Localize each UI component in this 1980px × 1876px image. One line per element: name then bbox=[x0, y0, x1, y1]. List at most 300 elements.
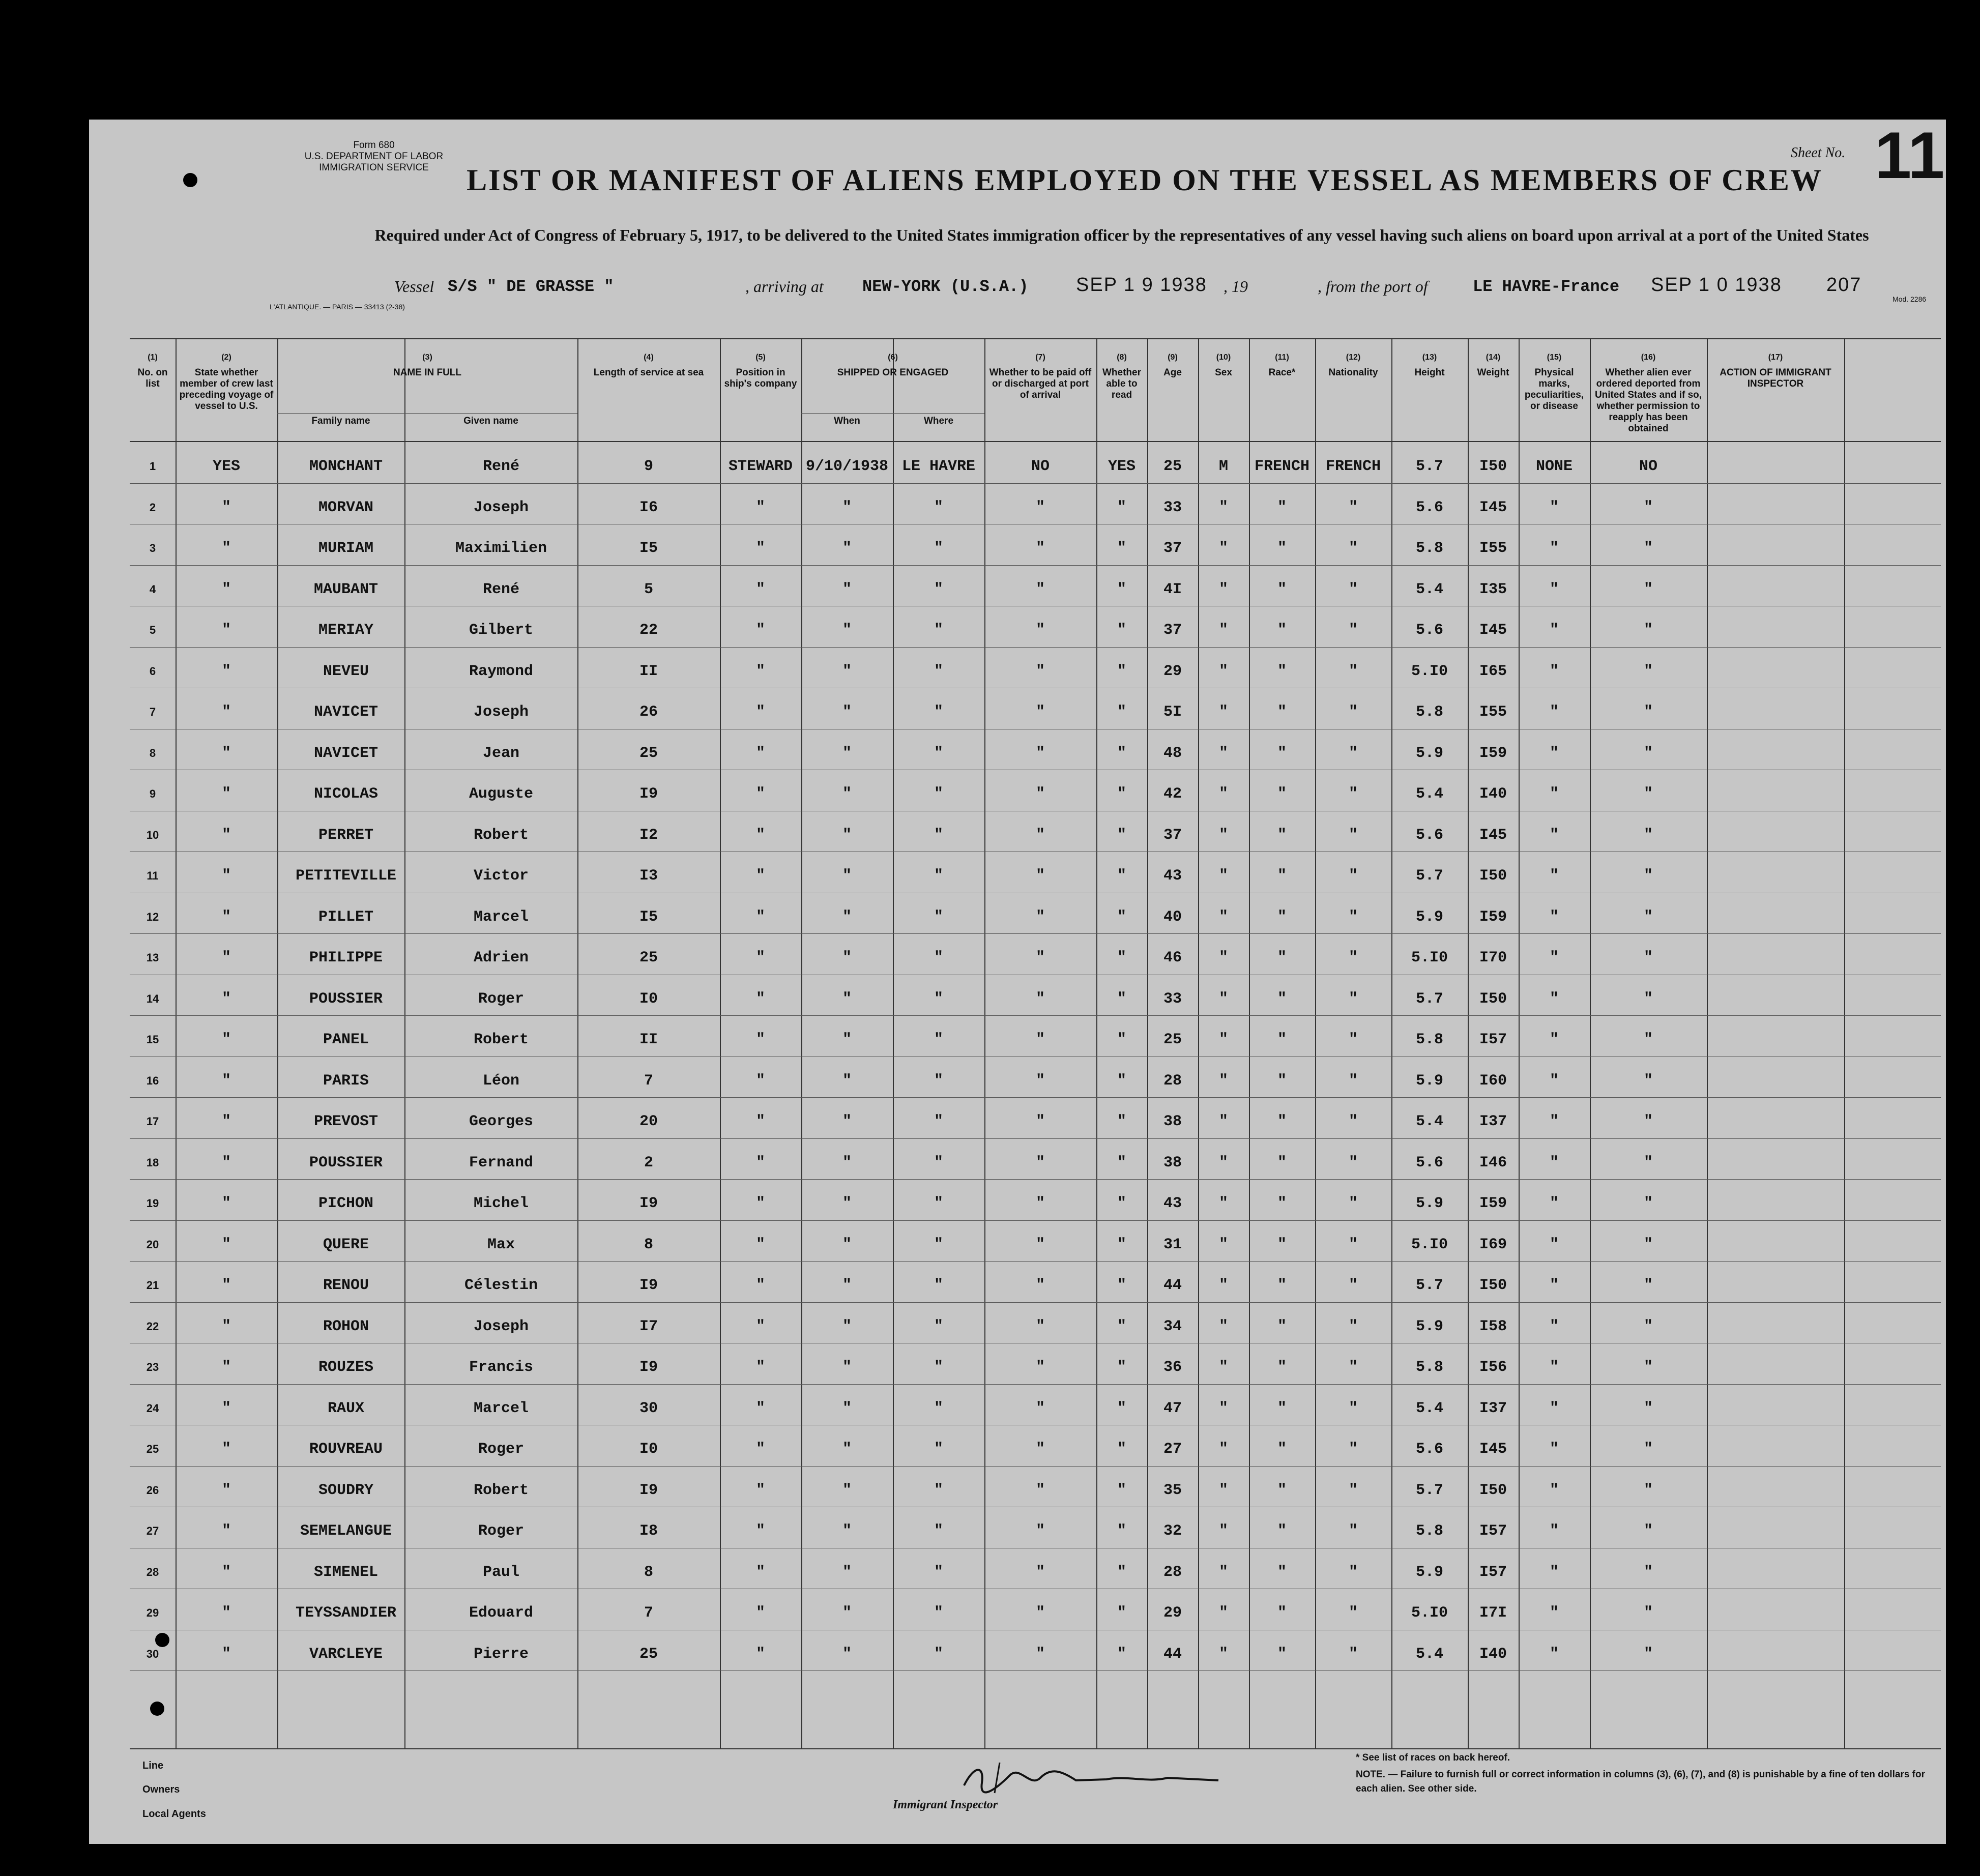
service-length: 20 bbox=[639, 1113, 658, 1130]
note-text: — Failure to furnish full or correct information in columns (3), (6), (7), and (8) is punishable by a fine of ten dollars for each alien. See other side. bbox=[1356, 1769, 1925, 1794]
given-name: Francis bbox=[469, 1359, 534, 1376]
family-name: MONCHANT bbox=[309, 458, 383, 475]
row-number: 10 bbox=[146, 828, 159, 841]
paid-off: " bbox=[1035, 1604, 1045, 1622]
deported: " bbox=[1643, 785, 1653, 803]
crew-last-voyage: " bbox=[221, 990, 231, 1008]
deported: " bbox=[1643, 1154, 1653, 1171]
physical-marks: " bbox=[1549, 1359, 1559, 1376]
service-length: I0 bbox=[639, 990, 658, 1008]
service-length: II bbox=[639, 1031, 658, 1048]
row-number: 5 bbox=[149, 624, 156, 636]
race: FRENCH bbox=[1254, 458, 1310, 475]
nationality: " bbox=[1348, 1195, 1358, 1212]
deported: NO bbox=[1639, 458, 1657, 475]
height: 5.4 bbox=[1415, 1113, 1443, 1130]
weight: I55 bbox=[1479, 540, 1507, 557]
physical-marks: " bbox=[1549, 540, 1559, 557]
crew-last-voyage: " bbox=[221, 580, 231, 598]
shipped-when: " bbox=[842, 867, 852, 885]
race: " bbox=[1277, 540, 1287, 557]
position: " bbox=[755, 744, 765, 762]
shipped-where: " bbox=[934, 908, 943, 926]
family-name: PERRET bbox=[318, 826, 374, 844]
age: 4I bbox=[1163, 580, 1182, 598]
paid-off: " bbox=[1035, 785, 1045, 803]
service-length: 5 bbox=[644, 580, 653, 598]
age: 46 bbox=[1163, 949, 1182, 966]
able-to-read: " bbox=[1117, 622, 1126, 639]
position: " bbox=[755, 785, 765, 803]
paid-off: " bbox=[1035, 1072, 1045, 1090]
family-name: PREVOST bbox=[313, 1113, 378, 1130]
deported: " bbox=[1643, 662, 1653, 680]
given-name: Michel bbox=[473, 1195, 529, 1212]
row-number: 30 bbox=[146, 1647, 159, 1660]
physical-marks: NONE bbox=[1535, 458, 1573, 475]
physical-marks: " bbox=[1549, 1031, 1559, 1048]
family-name: MERIAY bbox=[318, 622, 374, 639]
family-name: MURIAM bbox=[318, 540, 374, 557]
sex: M bbox=[1218, 458, 1228, 475]
given-name: René bbox=[482, 458, 519, 475]
nationality: " bbox=[1348, 1031, 1358, 1048]
service-length: 25 bbox=[639, 744, 658, 762]
arrival-date-stamp: SEP 1 9 1938 bbox=[1076, 274, 1207, 296]
age: 40 bbox=[1163, 908, 1182, 926]
shipped-when: " bbox=[842, 990, 852, 1008]
position: " bbox=[755, 703, 765, 721]
age: 34 bbox=[1163, 1317, 1182, 1335]
able-to-read: " bbox=[1117, 540, 1126, 557]
crew-last-voyage: " bbox=[221, 540, 231, 557]
shipped-when: " bbox=[842, 1113, 852, 1130]
physical-marks: " bbox=[1549, 1441, 1559, 1458]
given-name: René bbox=[482, 580, 519, 598]
service-length: I9 bbox=[639, 785, 658, 803]
able-to-read: " bbox=[1117, 499, 1126, 516]
shipped-where: " bbox=[934, 1359, 943, 1376]
shipped-when: " bbox=[842, 1645, 852, 1663]
height: 5.9 bbox=[1415, 908, 1443, 926]
able-to-read: " bbox=[1117, 867, 1126, 885]
header-c1 bbox=[130, 339, 176, 441]
weight: I45 bbox=[1479, 1441, 1507, 1458]
service-length: 8 bbox=[644, 1236, 653, 1253]
family-name: NAVICET bbox=[313, 703, 378, 721]
header-number: (3) bbox=[422, 353, 432, 362]
crew-last-voyage: " bbox=[221, 1522, 231, 1540]
family-name: POUSSIER bbox=[309, 1154, 383, 1171]
race: " bbox=[1277, 1236, 1287, 1253]
crew-last-voyage: " bbox=[221, 949, 231, 966]
crew-last-voyage: " bbox=[221, 744, 231, 762]
age: 32 bbox=[1163, 1522, 1182, 1540]
shipped-where: " bbox=[934, 1277, 943, 1294]
height: 5.4 bbox=[1415, 1645, 1443, 1663]
able-to-read: YES bbox=[1108, 458, 1135, 475]
sex: " bbox=[1218, 580, 1228, 598]
nationality: " bbox=[1348, 1113, 1358, 1130]
sex: " bbox=[1218, 1604, 1228, 1622]
sex: " bbox=[1218, 744, 1228, 762]
physical-marks: " bbox=[1549, 1072, 1559, 1090]
race: " bbox=[1277, 990, 1287, 1008]
height: 5.I0 bbox=[1411, 1236, 1448, 1253]
service-length: I9 bbox=[639, 1277, 658, 1294]
weight: I50 bbox=[1479, 1277, 1507, 1294]
height: 5.8 bbox=[1415, 540, 1443, 557]
height: 5.9 bbox=[1415, 1317, 1443, 1335]
punch-hole bbox=[183, 173, 197, 187]
service-length: II bbox=[639, 662, 658, 680]
shipped-when: " bbox=[842, 1481, 852, 1499]
shipped-when: " bbox=[842, 662, 852, 680]
paid-off: " bbox=[1035, 1154, 1045, 1171]
shipped-when: " bbox=[842, 744, 852, 762]
document-subtitle: Required under Act of Congress of February 5, 1917, to be delivered to the United States immigration officer by the representatives of any vessel having such aliens on board upon arrival at a port of the United States bbox=[374, 226, 1869, 244]
service-length: I7 bbox=[639, 1317, 658, 1335]
shipped-when: " bbox=[842, 703, 852, 721]
able-to-read: " bbox=[1117, 1236, 1126, 1253]
nationality: " bbox=[1348, 1522, 1358, 1540]
shipped-where: " bbox=[934, 1113, 943, 1130]
nationality: " bbox=[1348, 580, 1358, 598]
header-rule bbox=[130, 441, 1941, 442]
race: " bbox=[1277, 1031, 1287, 1048]
row-number: 29 bbox=[146, 1606, 159, 1619]
weight: I45 bbox=[1479, 622, 1507, 639]
header-family-name: Family name bbox=[311, 416, 370, 426]
row-number: 8 bbox=[149, 746, 156, 759]
given-name: Joseph bbox=[473, 703, 529, 721]
service-length: I5 bbox=[639, 908, 658, 926]
weight: I60 bbox=[1479, 1072, 1507, 1090]
age: 35 bbox=[1163, 1481, 1182, 1499]
sex: " bbox=[1218, 540, 1228, 557]
row-number: 20 bbox=[146, 1238, 159, 1251]
height: 5.6 bbox=[1415, 1154, 1443, 1171]
family-name: SOUDRY bbox=[318, 1481, 374, 1499]
shipped-when: " bbox=[842, 826, 852, 844]
physical-marks: " bbox=[1549, 744, 1559, 762]
sex: " bbox=[1218, 949, 1228, 966]
able-to-read: " bbox=[1117, 990, 1126, 1008]
shipped-where: " bbox=[934, 1604, 943, 1622]
arriving-port: NEW-YORK (U.S.A.) bbox=[862, 277, 1029, 296]
paid-off: " bbox=[1035, 744, 1045, 762]
service-length: I9 bbox=[639, 1195, 658, 1212]
departure-date-stamp: SEP 1 0 1938 bbox=[1651, 274, 1782, 296]
immigrant-inspector-label: Immigrant Inspector bbox=[893, 1798, 998, 1811]
crew-last-voyage: " bbox=[221, 1236, 231, 1253]
shipped-when: " bbox=[842, 1441, 852, 1458]
service-length: I3 bbox=[639, 867, 658, 885]
row-number: 11 bbox=[147, 869, 159, 882]
header-number: (5) bbox=[755, 353, 766, 362]
shipped-when: " bbox=[842, 540, 852, 557]
able-to-read: " bbox=[1117, 580, 1126, 598]
age: 48 bbox=[1163, 744, 1182, 762]
header-label: NAME IN FULL bbox=[393, 367, 462, 378]
nationality: " bbox=[1348, 1236, 1358, 1253]
shipped-where: " bbox=[934, 949, 943, 966]
deported: " bbox=[1643, 540, 1653, 557]
header-label: Whether able to read bbox=[1102, 367, 1141, 400]
deported: " bbox=[1643, 744, 1653, 762]
race: " bbox=[1277, 622, 1287, 639]
physical-marks: " bbox=[1549, 622, 1559, 639]
sex: " bbox=[1218, 1481, 1228, 1499]
race: " bbox=[1277, 949, 1287, 966]
physical-marks: " bbox=[1549, 1399, 1559, 1417]
physical-marks: " bbox=[1549, 1113, 1559, 1130]
deported: " bbox=[1643, 1236, 1653, 1253]
column-rule bbox=[404, 339, 405, 1748]
height: 5.I0 bbox=[1411, 1604, 1448, 1622]
age: 42 bbox=[1163, 785, 1182, 803]
given-name: Max bbox=[487, 1236, 515, 1253]
header-c16 bbox=[1590, 339, 1707, 441]
shipped-where: " bbox=[934, 1031, 943, 1048]
crew-last-voyage: " bbox=[221, 662, 231, 680]
weight: I50 bbox=[1479, 990, 1507, 1008]
crew-last-voyage: " bbox=[221, 1399, 231, 1417]
family-name: NAVICET bbox=[313, 744, 378, 762]
family-name: TEYSSANDIER bbox=[295, 1604, 397, 1622]
header-number: (8) bbox=[1117, 353, 1127, 362]
row-number: 3 bbox=[149, 542, 156, 554]
column-rule bbox=[277, 339, 278, 1748]
paid-off: " bbox=[1035, 1481, 1045, 1499]
weight: I57 bbox=[1479, 1563, 1507, 1581]
weight: I35 bbox=[1479, 580, 1507, 598]
height: 5.9 bbox=[1415, 744, 1443, 762]
shipped-when: " bbox=[842, 622, 852, 639]
header-c14 bbox=[1468, 339, 1519, 441]
header-c8 bbox=[1096, 339, 1147, 441]
column-rule bbox=[1707, 339, 1708, 1748]
paid-off: " bbox=[1035, 1277, 1045, 1294]
row-number: 15 bbox=[146, 1033, 159, 1046]
height: 5.9 bbox=[1415, 1563, 1443, 1581]
sex: " bbox=[1218, 1359, 1228, 1376]
given-name: Robert bbox=[473, 1481, 529, 1499]
position: STEWARD bbox=[728, 458, 793, 475]
manifest-sheet bbox=[89, 120, 1946, 1844]
punch-hole bbox=[155, 1633, 169, 1647]
sex: " bbox=[1218, 826, 1228, 844]
header-number: (10) bbox=[1216, 353, 1231, 362]
from-port: LE HAVRE-France bbox=[1473, 277, 1620, 296]
physical-marks: " bbox=[1549, 1481, 1559, 1499]
given-name: Maximilien bbox=[455, 540, 547, 557]
family-name: ROHON bbox=[323, 1317, 369, 1335]
row-number: 2 bbox=[149, 501, 156, 514]
nationality: " bbox=[1348, 1359, 1358, 1376]
shipped-when: " bbox=[842, 1072, 852, 1090]
paid-off: " bbox=[1035, 1113, 1045, 1130]
position: " bbox=[755, 1195, 765, 1212]
physical-marks: " bbox=[1549, 703, 1559, 721]
physical-marks: " bbox=[1549, 662, 1559, 680]
position: " bbox=[755, 662, 765, 680]
position: " bbox=[755, 580, 765, 598]
weight: I45 bbox=[1479, 826, 1507, 844]
local-agents-label: Local Agents bbox=[142, 1808, 206, 1820]
shipped-where: " bbox=[934, 1645, 943, 1663]
shipped-where: " bbox=[934, 826, 943, 844]
sex: " bbox=[1218, 1154, 1228, 1171]
row-number: 27 bbox=[146, 1525, 159, 1537]
sex: " bbox=[1218, 499, 1228, 516]
able-to-read: " bbox=[1117, 826, 1126, 844]
arriving-label: , arriving at bbox=[745, 277, 824, 296]
given-name: Célestin bbox=[464, 1277, 538, 1294]
row-number: 22 bbox=[146, 1320, 159, 1333]
family-name: PHILIPPE bbox=[309, 949, 383, 966]
vessel-name: S/S " DE GRASSE " bbox=[448, 277, 614, 296]
weight: I50 bbox=[1479, 867, 1507, 885]
race: " bbox=[1277, 1645, 1287, 1663]
paid-off: " bbox=[1035, 703, 1045, 721]
physical-marks: " bbox=[1549, 1154, 1559, 1171]
race: " bbox=[1277, 1481, 1287, 1499]
service-length: I2 bbox=[639, 826, 658, 844]
header-label: Age bbox=[1163, 367, 1182, 378]
given-name: Roger bbox=[478, 1522, 524, 1540]
header-number: (11) bbox=[1275, 353, 1289, 362]
weight: I59 bbox=[1479, 908, 1507, 926]
race: " bbox=[1277, 1563, 1287, 1581]
paid-off: " bbox=[1035, 949, 1045, 966]
row-number: 25 bbox=[146, 1443, 159, 1455]
position: " bbox=[755, 826, 765, 844]
crew-last-voyage: " bbox=[221, 622, 231, 639]
physical-marks: " bbox=[1549, 1195, 1559, 1212]
deported: " bbox=[1643, 1645, 1653, 1663]
weight: I37 bbox=[1479, 1399, 1507, 1417]
header-label: Height bbox=[1414, 367, 1445, 378]
header-number: (9) bbox=[1168, 353, 1178, 362]
nationality: " bbox=[1348, 744, 1358, 762]
given-name: Gilbert bbox=[469, 622, 534, 639]
service-length: 8 bbox=[644, 1563, 653, 1581]
able-to-read: " bbox=[1117, 1031, 1126, 1048]
shipped-when: " bbox=[842, 1563, 852, 1581]
able-to-read: " bbox=[1117, 1522, 1126, 1540]
family-name: VARCLEYE bbox=[309, 1645, 383, 1663]
deported: " bbox=[1643, 1481, 1653, 1499]
given-name: Marcel bbox=[473, 1399, 529, 1417]
sex: " bbox=[1218, 662, 1228, 680]
shipped-where: " bbox=[934, 1236, 943, 1253]
race: " bbox=[1277, 785, 1287, 803]
from-label: , from the port of bbox=[1318, 277, 1428, 296]
position: " bbox=[755, 908, 765, 926]
shipped-where: " bbox=[934, 1072, 943, 1090]
sex: " bbox=[1218, 1072, 1228, 1090]
nationality: " bbox=[1348, 662, 1358, 680]
race: " bbox=[1277, 1072, 1287, 1090]
row-number: 23 bbox=[146, 1361, 159, 1373]
nationality: " bbox=[1348, 703, 1358, 721]
sex: " bbox=[1218, 703, 1228, 721]
paid-off: " bbox=[1035, 1399, 1045, 1417]
nationality: " bbox=[1348, 1277, 1358, 1294]
header-number: (16) bbox=[1641, 353, 1656, 362]
paid-off: " bbox=[1035, 1522, 1045, 1540]
able-to-read: " bbox=[1117, 1113, 1126, 1130]
height: 5.9 bbox=[1415, 1195, 1443, 1212]
able-to-read: " bbox=[1117, 1645, 1126, 1663]
service-length: I8 bbox=[639, 1522, 658, 1540]
header-label: ACTION OF IMMIGRANT INSPECTOR bbox=[1720, 367, 1831, 389]
nationality: " bbox=[1348, 1154, 1358, 1171]
shipped-where: " bbox=[934, 1441, 943, 1458]
position: " bbox=[755, 622, 765, 639]
crew-last-voyage: " bbox=[221, 1604, 231, 1622]
crew-last-voyage: " bbox=[221, 703, 231, 721]
paid-off: " bbox=[1035, 1563, 1045, 1581]
race: " bbox=[1277, 499, 1287, 516]
punch-hole bbox=[150, 1702, 164, 1716]
deported: " bbox=[1643, 580, 1653, 598]
deported: " bbox=[1643, 703, 1653, 721]
able-to-read: " bbox=[1117, 703, 1126, 721]
position: " bbox=[755, 1031, 765, 1048]
sex: " bbox=[1218, 1277, 1228, 1294]
document-title: LIST OR MANIFEST OF ALIENS EMPLOYED ON THE VESSEL AS MEMBERS OF CREW bbox=[467, 163, 1823, 197]
position: " bbox=[755, 1154, 765, 1171]
sex: " bbox=[1218, 990, 1228, 1008]
paid-off: " bbox=[1035, 499, 1045, 516]
family-name: PICHON bbox=[318, 1195, 374, 1212]
age: 33 bbox=[1163, 499, 1182, 516]
race: " bbox=[1277, 662, 1287, 680]
physical-marks: " bbox=[1549, 580, 1559, 598]
family-name: PILLET bbox=[318, 908, 374, 926]
position: " bbox=[755, 1399, 765, 1417]
age: 28 bbox=[1163, 1072, 1182, 1090]
weight: I40 bbox=[1479, 1645, 1507, 1663]
able-to-read: " bbox=[1117, 1441, 1126, 1458]
shipped-when: " bbox=[842, 499, 852, 516]
race: " bbox=[1277, 867, 1287, 885]
able-to-read: " bbox=[1117, 1481, 1126, 1499]
able-to-read: " bbox=[1117, 1604, 1126, 1622]
service-length: 25 bbox=[639, 1645, 658, 1663]
race: " bbox=[1277, 1359, 1287, 1376]
service-length: 25 bbox=[639, 949, 658, 966]
race: " bbox=[1277, 1113, 1287, 1130]
header-label: State whether member of crew last preceding voyage of vessel to U.S. bbox=[179, 367, 274, 412]
service-length: I6 bbox=[639, 499, 658, 516]
physical-marks: " bbox=[1549, 949, 1559, 966]
paid-off: " bbox=[1035, 622, 1045, 639]
weight: I40 bbox=[1479, 785, 1507, 803]
header-label: No. on list bbox=[137, 367, 168, 389]
header-c10 bbox=[1198, 339, 1249, 441]
header-c7 bbox=[984, 339, 1096, 441]
row-number: 1 bbox=[149, 460, 156, 473]
header-given-name: Given name bbox=[463, 416, 518, 426]
header-c12 bbox=[1315, 339, 1391, 441]
weight: I50 bbox=[1479, 458, 1507, 475]
position: " bbox=[755, 1441, 765, 1458]
shipped-where: " bbox=[934, 744, 943, 762]
race: " bbox=[1277, 1399, 1287, 1417]
